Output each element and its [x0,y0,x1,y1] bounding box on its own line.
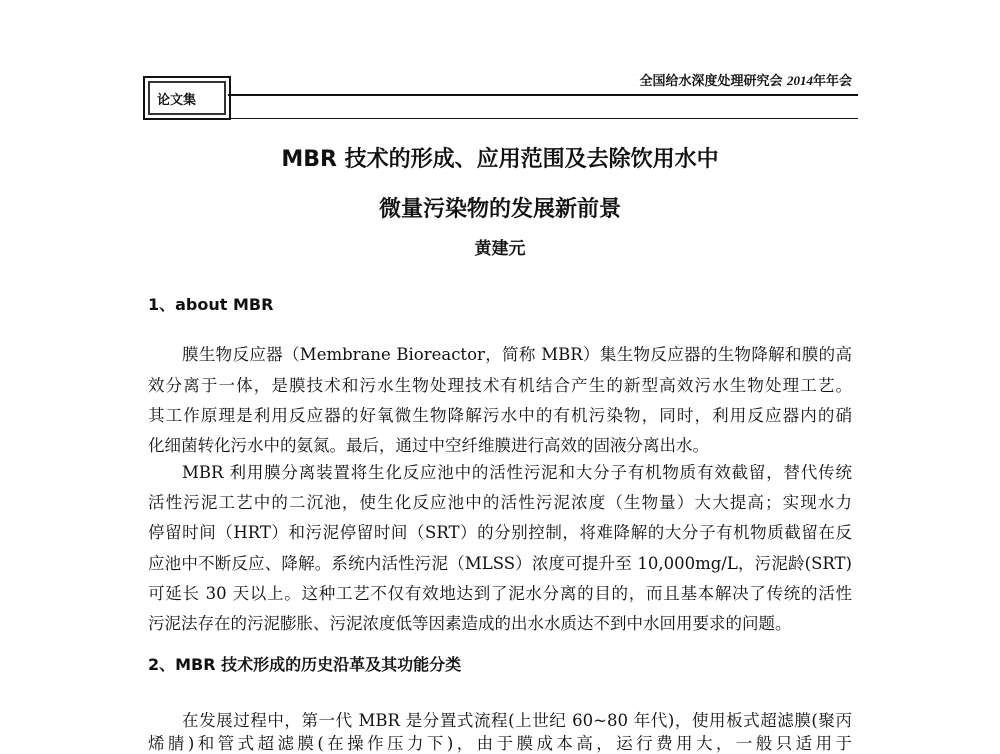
header-rule [228,94,858,96]
paragraph-line: 应池中不断反应、降解。系统内活性污泥（MLSS）浓度可提升至 10,000mg/L，污泥龄(SRT) [148,554,852,573]
paragraph-line: 污泥法存在的污泥膨胀、污泥浓度低等因素造成的出水水质达不到中水回用要求的问题。 [148,614,792,633]
meeting-label: 年年会 [812,74,852,89]
paragraph-line: 烯腈)和管式超滤膜(在操作压力下)，由于膜成本高，运行费用大，一般只适用于 [148,734,852,753]
section-1-heading: 1、about MBR [148,295,274,314]
page-title-line-1: MBR 技术的形成、应用范围及去除饮用水中 [281,147,719,172]
paragraph-line: 效分离于一体，是膜技术和污水生物处理技术有机结合产生的新型高效污水生物处理工艺。 [148,376,852,395]
paragraph-line: MBR 利用膜分离装置将生化反应池中的活性污泥和大分子有机物质有效截留，替代传统 [182,463,852,482]
paragraph-line: 活性污泥工艺中的二沉池，使生化反应池中的活性污泥浓度（生物量）大大提高；实现水力 [148,493,852,512]
author: 黄建元 [474,239,526,259]
paragraph-line: 可延长 30 天以上。这种工艺不仅有效地达到了泥水分离的目的，而且基本解决了传统的活性 [148,584,852,603]
conference-name: 全国给水深度处理研究会 [639,74,783,89]
paragraph-line: 其工作原理是利用反应器的好氧微生物降解污水中的有机污染物，同时，利用反应器内的硝 [148,406,852,425]
section-2-heading: 2、MBR 技术形成的历史沿革及其功能分类 [148,655,462,674]
paragraph-line: 化细菌转化污水中的氨氮。最后，通过中空纤维膜进行高效的固液分离出水。 [148,436,709,455]
conference-year: 2014 [786,73,813,88]
running-header [639,70,852,89]
paragraph-line: 膜生物反应器（Membrane Bioreactor，简称 MBR）集生物反应器的生物降解和膜的高 [182,345,852,364]
header-rule-lower [228,118,858,119]
badge-label: 论文集 [157,93,197,108]
paragraph-line: 停留时间（HRT）和污泥停留时间（SRT）的分别控制，将难降解的大分子有机物质截留在反 [148,523,852,542]
page-title-line-2: 微量污染物的发展新前景 [378,197,621,222]
paragraph-line: 在发展过程中，第一代 MBR 是分置式流程(上世纪 60~80 年代)，使用板式超滤膜(聚丙 [182,711,852,730]
section-badge [143,76,231,120]
